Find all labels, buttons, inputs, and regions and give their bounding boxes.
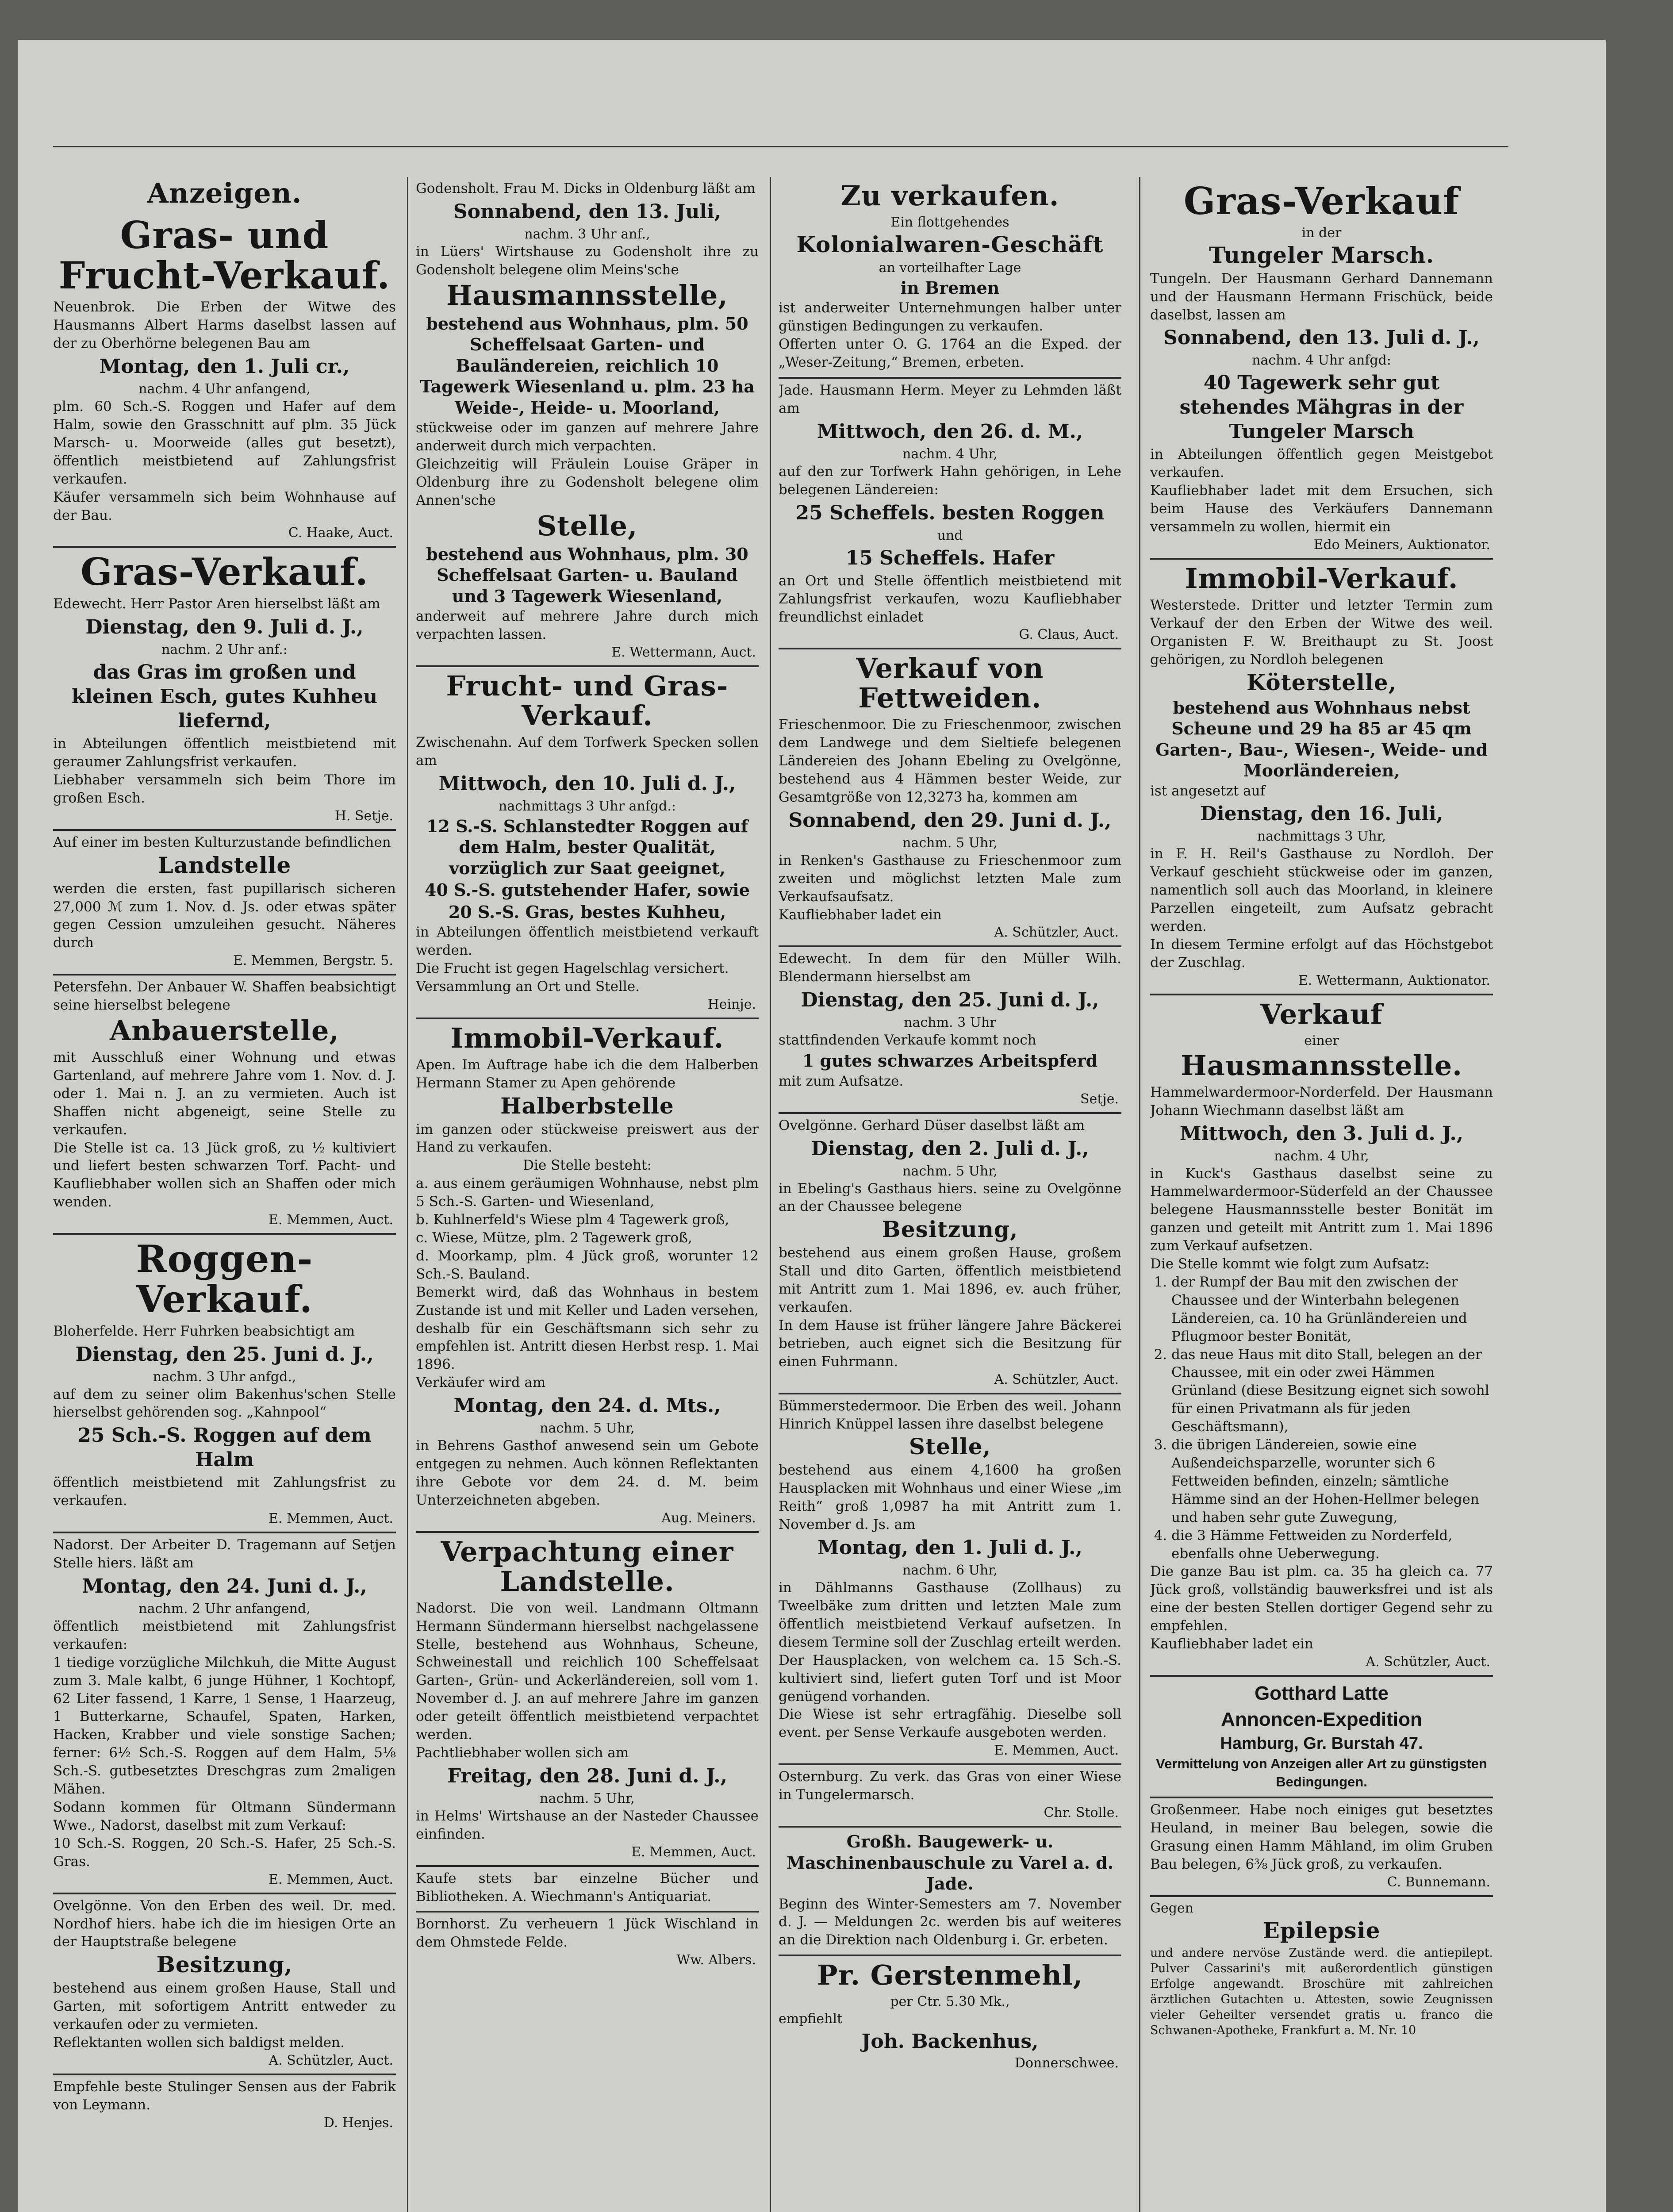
ad-text: bestehend aus einem 4,1600 ha großen Hausplacken mit Wohnhaus und einer Wiese „im Reith“ groß 1,0987 ha mit Antritt zum 1. November d. Js. am xyxy=(779,1462,1121,1533)
ad-text: in Abteilungen öffentlich gegen Meistgebot verkaufen. xyxy=(1150,446,1493,481)
ad-text: Bemerkt wird, daß das Wohnhaus in bestem Zustande ist und mit Keller und Laden versehen, deshalb für ein Geschäftsmann sich sehr zu empfehlen ist. Antritt diesen Herbst resp. 1. Mai 1896. xyxy=(416,1284,759,1373)
ad-date: Sonnabend, den 13. Juli, xyxy=(453,200,721,223)
ad-text: ist anderweiter Unternehmungen halber unter günstigen Bedingungen zu verkaufen. xyxy=(779,300,1121,334)
ad-time: nachm. 6 Uhr, xyxy=(902,1563,998,1578)
ad-time: nachm. 3 Uhr anf., xyxy=(524,226,650,242)
ad-title: Köterstelle, xyxy=(1246,669,1397,695)
ad-immobil-verkauf-apen xyxy=(416,1019,759,1533)
ad-time: nachm. 5 Uhr, xyxy=(902,1163,998,1179)
ad-hausmannsstelle-godensholt xyxy=(416,177,759,667)
ad-date: Dienstag, den 25. Juni d. J., xyxy=(801,989,1099,1012)
ad-text: Kaufe stets bar einzelne Bücher und Bibliotheken. A. Wiechmann's Antiquariat. xyxy=(416,1870,759,1905)
ad-signature: C. Bunnemann. xyxy=(1387,1874,1490,1890)
ad-signature: E. Memmen, Auct. xyxy=(631,1844,756,1860)
ad-highlight: 1 gutes schwarzes Arbeitspferd xyxy=(802,1051,1098,1071)
list-item: 2. das neue Haus mit dito Stall, belegen an der Chaussee, mit ein oder zwei Hämmen Grünland (diese Besitzung eignet sich sowohl für einen Privatmann als für jeden Geschäftsmann), xyxy=(1171,1346,1493,1436)
ad-text: bestehend aus einem großen Hause, Stall und Garten, mit sofortigem Antritt entweder zu verkaufen oder zu vermieten. xyxy=(53,1980,396,2033)
ad-signature: Setje. xyxy=(1080,1091,1119,1107)
ad-text: auf den zur Torfwerk Hahn gehörigen, in Lehe belegenen Ländereien: xyxy=(779,463,1121,498)
ad-date: Mittwoch, den 3. Juli d. J., xyxy=(1179,1122,1464,1145)
ad-text: mit zum Aufsatze. xyxy=(779,1073,904,1089)
column-2 xyxy=(416,177,759,2212)
column-rule xyxy=(407,177,408,2212)
ad-text: Die Stelle kommt wie folgt zum Aufsatz: xyxy=(1150,1256,1430,1272)
ad-text: Auf einer im besten Kulturzustande befindlichen xyxy=(53,834,391,850)
ad-grossenmeer xyxy=(1150,1798,1493,1897)
ad-text: Nadorst. Der Arbeiter D. Tragemann auf Setjen Stelle hiers. läßt am xyxy=(53,1537,396,1571)
ad-text: Die Stelle besteht: xyxy=(523,1157,652,1174)
ad-time: nachmittags 3 Uhr anfgd.: xyxy=(499,798,676,814)
ad-gerstenmehl xyxy=(779,1956,1121,2076)
ad-time: nachm. 5 Uhr, xyxy=(540,1790,635,1806)
ad-title: Verkauf xyxy=(1260,998,1383,1030)
ad-signature: A. Schützler, Auct. xyxy=(994,925,1119,941)
ad-title: Kolonialwaren-Geschäft xyxy=(796,231,1104,257)
ad-signature: Ww. Albers. xyxy=(676,1952,756,1968)
ad-text: Gleichzeitig will Fräulein Louise Gräper in Oldenburg ihre zu Godensholt belegene olim Annen'sche xyxy=(416,456,759,508)
column-3 xyxy=(779,177,1121,2212)
column-1 xyxy=(53,177,396,2212)
ad-title: Immobil-Verkauf. xyxy=(450,1022,724,1054)
ad-title: Großh. Baugewerk- u. Maschinenbauschule zu Varel a. d. Jade. xyxy=(787,1832,1113,1894)
ad-text: in Abteilungen öffentlich meistbietend mit geraumer Zahlungsfrist verkaufen. xyxy=(53,736,396,770)
list-item: b. Kuhlnerfeld's Wiese plm 4 Tagewerk groß, xyxy=(416,1212,729,1228)
ad-title: Halberbstelle xyxy=(500,1092,674,1119)
ad-title: Verkauf von Fettweiden. xyxy=(856,652,1044,714)
ad-text: und andere nervöse Zustände werd. die antiepilept. Pulver Cassarini's mit außerordentlich günstigen Erfolge angewandt. Broschüre mit zahlreichen ärztlichen Gutachten u. Attesten, sowie Zeugnissen vieler Geheilter versendet gratis u. franco die Schwanen-Apotheke, Frankfurt a. M. Nr. 10 xyxy=(1150,1946,1493,2038)
ad-text: in Behrens Gasthof anwesend sein um Gebote entgegen zu nehmen. Auch können Reflektanten ihre Gebote vor dem 24. d. M. beim Unterzeichneten abgeben. xyxy=(416,1438,759,1508)
ad-text: Ovelgönne. Gerhard Düser daselbst läßt am xyxy=(779,1117,1085,1133)
ad-text: Bornhorst. Zu verheuern 1 Jück Wischland in dem Ohmstede Felde. xyxy=(416,1916,759,1951)
column-rule xyxy=(1139,177,1140,2212)
ad-text: öffentlich meistbietend mit Zahlungsfrist zu verkaufen. xyxy=(53,1475,396,1509)
ad-signature: A. Schützler, Auct. xyxy=(1366,1654,1490,1670)
ad-time: nachm. 4 Uhr anfangend, xyxy=(138,381,311,397)
ad-title: Besitzung, xyxy=(156,1951,293,1978)
ad-text: anderweit auf mehrere Jahre durch mich verpachten lassen. xyxy=(416,608,759,643)
ad-title: Hausmannsstelle, xyxy=(446,279,728,311)
ad-time: nachm. 5 Uhr, xyxy=(540,1421,635,1436)
ad-besitzung xyxy=(53,1894,396,2075)
ad-time: nachm. 4 Uhr, xyxy=(902,446,998,462)
column-4 xyxy=(1150,177,1493,2212)
ad-list xyxy=(1150,1273,1493,1563)
ad-title: Stelle, xyxy=(537,509,638,542)
columns xyxy=(53,177,1508,2212)
ad-firm: Joh. Backenhus, xyxy=(861,2030,1039,2053)
ad-text: auf dem zu seiner olim Bakenhus'schen Stelle hierselbst gehörenden sog. „Kahnpool“ xyxy=(53,1386,396,1421)
ad-date: Montag, den 24. Juni d. J., xyxy=(82,1575,367,1598)
ad-immobil-verkauf-westerstede xyxy=(1150,560,1493,995)
ad-highlight: 25 Scheffels. besten Roggen xyxy=(795,501,1105,524)
ad-text: Versammlung an Ort und Stelle. xyxy=(416,978,640,995)
list-item: 1. der Rumpf der Bau mit den zwischen der Chaussee und der Winterbahn belegenen Ländereien, ca. 10 ha Grünländereien und Pflugmoor bester Bonität, xyxy=(1171,1273,1493,1346)
ad-text: In dem Hause ist früher längere Jahre Bäckerei betrieben, auch eignet sich die Besitzung für einen Fuhrmann. xyxy=(779,1317,1121,1370)
column-rule xyxy=(770,177,771,2212)
ad-text: Empfehle beste Stulinger Sensen aus der Fabrik von Leymann. xyxy=(53,2078,396,2113)
ad-text: 1 tiedige vorzügliche Milchkuh, die Mitte August zum 3. Male kalbt, 6 junge Hühner, 1 Kochtopf, 62 Liter fassend, 1 Karre, 1 Sense, 1 Haarzeug, 1 Butterkarne, Schaufel, Spaten, Harken, Hacken, Krabber und viele sonstige Sachen; ferner: 6½ Sch.-S. Roggen auf dem Halm, 5⅛ Sch.-S. gutbesetztes Dreschgras zum 2maligen Mähen. xyxy=(53,1654,396,1797)
ad-baugewerkschule xyxy=(779,1828,1121,1956)
ad-text: In diesem Termine erfolgt auf das Höchstgebot der Zuschlag. xyxy=(1150,936,1493,971)
ad-date: Montag, den 24. d. Mts., xyxy=(453,1394,721,1417)
ad-time: nachm. 3 Uhr xyxy=(904,1015,996,1031)
ad-signature: G. Claus, Auct. xyxy=(1019,627,1119,643)
ad-title: Stelle, xyxy=(909,1433,991,1460)
ad-time: nachm. 2 Uhr anf.: xyxy=(161,642,288,658)
ad-text: ist angesetzt auf xyxy=(1150,783,1266,799)
ad-frucht-gras-verkauf xyxy=(416,667,759,1019)
ad-title: Roggen-Verkauf. xyxy=(136,1237,313,1321)
ad-verkauf-fettweiden xyxy=(779,649,1121,947)
ad-text: in Abteilungen öffentlich meistbietend verkauft werden. xyxy=(416,924,759,959)
ad-highlight: bestehend aus Wohnhaus nebst Scheune und 29 ha 85 ar 45 qm Garten-, Bau-, Wiesen-, Weide- und Moorländereien, xyxy=(1155,697,1488,781)
ad-highlight: das Gras im großen und kleinen Esch, gutes Kuhheu liefernd, xyxy=(71,661,378,733)
ad-text: Vermittelung von Anzeigen aller Art zu günstigsten Bedingungen. xyxy=(1156,1756,1487,1790)
ad-text: Liebhaber versammeln sich beim Thore im großen Esch. xyxy=(53,772,396,806)
ad-title: Gras-Verkauf xyxy=(1183,179,1460,223)
ad-nadorst-auction xyxy=(53,1533,396,1894)
ad-signature: Heinje. xyxy=(707,996,756,1012)
ad-text: im ganzen oder stückweise preiswert aus der Hand zu verkaufen. xyxy=(416,1121,759,1156)
ad-text: werden die ersten, fast pupillarisch sicheren 27,000 ℳ zum 1. Nov. d. Js. oder etwas später gegen Cession umzuleihen gesucht. Näheres durch xyxy=(53,880,396,951)
ad-date: Mittwoch, den 10. Juli d. J., xyxy=(438,772,736,795)
ad-text: öffentlich meistbietend mit Zahlungsfrist verkaufen: xyxy=(53,1618,396,1652)
ad-highlight: 15 Scheffels. Hafer xyxy=(845,546,1055,569)
ad-place: Donnerschwee. xyxy=(1014,2055,1119,2071)
ad-subline: empfiehlt xyxy=(779,2011,843,2027)
ad-highlight: 12 S.-S. Schlanstedter Roggen auf dem Halm, bester Qualität, vorzüglich zur Saat geeignet, xyxy=(426,816,748,878)
ad-time: nachm. 4 Uhr anfgd: xyxy=(1252,353,1391,369)
ad-signature: E. Wettermann, Auct. xyxy=(611,644,756,660)
ad-signature: H. Setje. xyxy=(334,808,393,824)
ad-signature: Aug. Meiners. xyxy=(661,1510,756,1526)
ad-signature: A. Schützler, Auct. xyxy=(994,1371,1119,1387)
ad-text: Kaufliebhaber ladet mit dem Ersuchen, sich beim Hause des Verkäufers Dannemann versammeln zu wollen, hiermit ein xyxy=(1150,483,1493,535)
ad-title: Annoncen-Expedition xyxy=(1221,1708,1422,1730)
ad-signature: E. Memmen, Auct. xyxy=(269,1212,393,1228)
ad-besitzung-ovelgoenne xyxy=(779,1114,1121,1394)
ad-frucht-verkauf xyxy=(53,211,396,548)
ad-signature: D. Henjes. xyxy=(323,2115,393,2131)
ad-highlight: 40 S.-S. gutstehender Hafer, sowie xyxy=(425,880,750,900)
ad-text: Bümmerstedermoor. Die Erben des weil. Johann Hinrich Knüppel lassen ihre daselbst belegene xyxy=(779,1398,1121,1432)
ad-text: bestehend aus einem großen Hause, großem Stall und dito Garten, öffentlich meistbietend mit Antritt zum 1. Mai 1896, ev. auch früher, verkaufen. xyxy=(779,1245,1121,1316)
ad-subline: Ein flottgehendes xyxy=(890,214,1009,230)
ad-gras-verkauf xyxy=(53,548,396,830)
ad-date: Mittwoch, den 26. d. M., xyxy=(817,420,1083,443)
ad-text: in Kuck's Gasthaus daselbst seine zu Hammelwardermoor-Süderfeld an der Chaussee belegene Hausmannsstelle bester Bonität im ganzen und geteilt mit Antritt zum 1. Mai 1896 zum Verkauf aufsetzen. xyxy=(1150,1165,1493,1254)
ad-title: Zu verkaufen. xyxy=(840,180,1059,212)
ad-text: Edewecht. Herr Pastor Aren hierselbst läßt am xyxy=(53,596,380,612)
ad-text: stattfindenden Verkaufe kommt noch xyxy=(779,1032,1036,1048)
ad-highlight: 25 Sch.-S. Roggen auf dem Halm xyxy=(77,1424,372,1471)
ad-subline: in der xyxy=(1301,225,1342,241)
ad-highlight: bestehend aus Wohnhaus, plm. 50 Scheffelsaat Garten- und Bauländereien, reichlich 10 Tagewerk Wiesenland u. plm. 23 ha Weide-, Heide- u. Moorland, xyxy=(420,313,755,418)
ad-signature: Chr. Stolle. xyxy=(1044,1805,1119,1821)
ad-date: Dienstag, den 16. Juli, xyxy=(1200,803,1443,826)
ad-text: Jade. Hausmann Herm. Meyer zu Lehmden läßt am xyxy=(779,382,1121,416)
ad-time: nachm. 3 Uhr anfgd., xyxy=(153,1369,296,1385)
list-item: 4. die 3 Hämme Fettweiden zu Norderfeld, ebenfalls ohne Ueberwegung. xyxy=(1171,1527,1493,1563)
ad-text: Edewecht. In dem für den Müller Wilh. Blendermann hierselbst am xyxy=(779,951,1121,985)
ad-highlight: in Bremen xyxy=(900,277,1000,298)
ad-text: in Helms' Wirtshause an der Nasteder Chaussee einfinden. xyxy=(416,1808,759,1842)
ad-text: Die Frucht ist gegen Hagelschlag versichert. xyxy=(416,960,729,976)
ad-zu-verkaufen xyxy=(779,177,1121,379)
ad-signature: C. Haake, Auct. xyxy=(288,525,393,541)
ad-text: Westerstede. Dritter und letzter Termin zum Verkauf der den Erben der Witwe des weil. Organisten F. W. Breithaupt zu St. Joost gehörigen, zu Nordloh belegenen xyxy=(1150,597,1493,668)
ad-epilepsie xyxy=(1150,1897,1493,2044)
ad-title: Anbauerstelle, xyxy=(109,1014,340,1047)
ad-text: in F. H. Reil's Gasthause zu Nordloh. Der Verkauf geschieht stückweise oder im ganzen, namentlich soll auch das Moorland, in kleinere Parzellen eingeteilt, zum Aufsatz gebracht werden. xyxy=(1150,846,1493,935)
ad-stelle-buemmerstede xyxy=(779,1394,1121,1766)
ad-text: Petersfehn. Der Anbauer W. Shaffen beabsichtigt seine hierselbst belegene xyxy=(53,979,396,1014)
ad-title: Immobil-Verkauf. xyxy=(1185,562,1458,595)
ad-title: Hausmannsstelle. xyxy=(1181,1049,1462,1082)
ad-text: Die ganze Bau ist plm. ca. 35 ha gleich ca. 77 Jück groß, vollständig bauwerksfrei und ist als eine der besten Stellen dortiger Gegend sehr zu empfehlen. xyxy=(1150,1563,1493,1634)
ad-subline: und xyxy=(937,527,963,543)
ad-date: Dienstag, den 25. Juni d. J., xyxy=(75,1343,374,1366)
ad-highlight: 20 S.-S. Gras, bestes Kuhheu, xyxy=(448,902,726,922)
ad-text: Bloherfelde. Herr Fuhrken beabsichtigt am xyxy=(53,1323,355,1339)
ad-time: nachm. 2 Uhr anfangend, xyxy=(138,1601,311,1617)
ad-date: Dienstag, den 9. Juli d. J., xyxy=(85,616,364,639)
ad-text: Ovelgönne. Von den Erben des weil. Dr. med. Nordhof hiers. habe ich die im hiesigen Orte an der Hauptstraße belegene xyxy=(53,1897,396,1950)
ad-title: Tungeler Marsch. xyxy=(1209,242,1435,268)
ad-antiquariat xyxy=(416,1867,759,1913)
ad-text: Nadorst. Die von weil. Landmann Oltmann Hermann Sündermann hierselbst nachgelassene Stelle, bestehend aus Wohnhaus, Scheune, Schweinestall und reichlich 100 Scheffelsaat Garten-, Grün- und Ackerländereien, soll vom 1. November d. J. an auf mehrere Jahre im ganzen oder geteilt öffentlich meistbietend verpachtet werden. xyxy=(416,1600,759,1743)
list-item: 3. die übrigen Ländereien, sowie eine Außendeichsparzelle, worunter sich 6 Fettweiden befinden, einzeln; sämtliche Hämme sind an der Hohen-Hellmer belegen und haben sehr gute Zuwegung, xyxy=(1171,1436,1493,1527)
ad-text: Osternburg. Zu verk. das Gras von einer Wiese in Tungelermarsch. xyxy=(779,1769,1121,1803)
ad-subline: einer xyxy=(1304,1033,1339,1048)
ad-title: Landstelle xyxy=(157,852,292,878)
ad-date: Montag, den 1. Juli d. J., xyxy=(817,1536,1082,1559)
ad-text: in Dählmanns Gasthause (Zollhaus) zu Tweelbäke zum dritten und letzten Male zum öffentlich meistbietend Verkauf aufsetzen. In diesem Termine soll der Zuschlag erteilt werden. Der Hausplacken, von welchem ca. 15 Sch.-S. kultiviert sind, liefert guten Torf und ist Moor genügend vorhanden. xyxy=(779,1580,1121,1705)
ad-text: Frieschenmoor. Die zu Frieschenmoor, zwischen dem Landwege und dem Sieltiefe belegenen Ländereien des Johann Ebeling zu Ovelgönne, bestehend aus 4 Hämmen bester Weide, zur Gesamtgröße von 12,3273 ha, kommen am xyxy=(779,717,1121,805)
ad-text: Beginn des Winter-Semesters am 7. November d. J. — Meldungen 2c. werden bis auf weiteres an die Direktion nach Oldenburg i. Gr. erbeten. xyxy=(779,1896,1121,1948)
ad-time: nachm. 5 Uhr, xyxy=(902,835,998,851)
ad-text: Die Wiese ist sehr ertragfähig. Dieselbe soll event. per Sense Verkaufe ausgeboten werden. xyxy=(779,1706,1121,1741)
ad-roggen-verkauf xyxy=(53,1235,396,1533)
ad-title: Pr. Gerstenmehl, xyxy=(817,1959,1083,1992)
ad-gras-verkauf-tungeln xyxy=(1150,177,1493,560)
ad-landstelle xyxy=(53,831,396,976)
ad-bornhorst xyxy=(416,1912,759,1973)
ad-text: Zwischenahn. Auf dem Torfwerk Specken sollen am xyxy=(416,734,759,768)
top-rule xyxy=(53,146,1508,147)
ad-sensen xyxy=(53,2075,396,2136)
ad-signature: A. Schützler, Auct. xyxy=(269,2052,393,2068)
ad-text: Pachtliebhaber wollen sich am xyxy=(416,1744,629,1761)
ad-highlight: 40 Tagewerk sehr gut stehendes Mähgras in der Tungeler Marsch xyxy=(1179,372,1464,443)
ad-jade-roggen xyxy=(779,379,1121,649)
ad-annoncen-expedition xyxy=(1150,1677,1493,1798)
list-item: c. Wiese, Mütze, plm. 2 Tagewerk groß, xyxy=(416,1230,692,1246)
list-item: d. Moorkamp, plm. 4 Jück groß, worunter 12 Sch.-S. Bauland. xyxy=(416,1248,759,1282)
ad-price: per Ctr. 5.30 Mk., xyxy=(890,1994,1010,2010)
ad-text: Sodann kommen für Oltmann Sündermann Wwe., Nadorst, daselbst mit zum Verkauf: xyxy=(53,1799,396,1833)
ad-osternburg-gras xyxy=(779,1765,1121,1828)
ad-signature: E. Memmen, Auct. xyxy=(269,1511,393,1527)
ad-text: Tungeln. Der Hausmann Gerhard Dannemann und der Hausmann Hermann Frischück, beide daselbst, lassen am xyxy=(1150,270,1493,323)
ad-title: Epilepsie xyxy=(1262,1917,1381,1943)
ad-date: Sonnabend, den 29. Juni d. J., xyxy=(788,809,1112,832)
ad-text: plm. 60 Sch.-S. Roggen und Hafer auf dem Halm, sowie den Grasschnitt auf plm. 35 Jück Marsch- u. Moorweide (alles gut besetzt), öffentlich meistbietend auf Zahlungsfrist verkaufen. xyxy=(53,399,396,487)
ad-text: in Renken's Gasthause zu Frieschenmoor zum zweiten und möglichst letzten Male zum Verkaufsaufsatz. xyxy=(779,852,1121,905)
ad-signature: E. Memmen, Auct. xyxy=(269,1871,393,1887)
section-heading: Anzeigen. xyxy=(147,177,302,209)
ad-text: Offerten unter O. G. 1764 an die Exped. der „Weser-Zeitung,“ Bremen, erbeten. xyxy=(779,336,1121,371)
ad-subline: Gegen xyxy=(1150,1900,1193,1916)
ad-verpachtung-landstelle xyxy=(416,1533,759,1867)
ad-text: Apen. Im Auftrage habe ich die dem Halberben Hermann Stamer zu Apen gehörende xyxy=(416,1056,759,1091)
ad-text: Hammelwardermoor-Norderfeld. Der Hausmann Johann Wiechmann daselbst läßt am xyxy=(1150,1084,1493,1118)
ad-text: mit Ausschluß einer Wohnung und etwas Gartenland, auf mehrere Jahre vom 1. Nov. d. J. oder 1. Mai n. J. an zu vermieten. Auch ist Shaffen nicht abgeneigt, seine Stelle zu verkaufen. xyxy=(53,1049,396,1138)
ad-text: Großenmeer. Habe noch einiges gut besetztes Heuland, in meiner Bau belegen, sowie die Grasung einen Hamm Mähland, im olim Gruben Bau belegen, 6⅜ Jück groß, zu verkaufen. xyxy=(1150,1802,1493,1873)
ad-text: Verkäufer wird am xyxy=(416,1375,546,1391)
ad-date: Sonnabend, den 13. Juli d. J., xyxy=(1163,326,1480,349)
ad-text: 10 Sch.-S. Roggen, 20 Sch.-S. Hafer, 25 Sch.-S. Gras. xyxy=(53,1835,396,1870)
ad-text: Reflektanten wollen sich baldigst melden. xyxy=(53,2035,345,2051)
ad-text: Kaufliebhaber ladet ein xyxy=(779,906,942,923)
ad-signature: E. Memmen, Auct. xyxy=(994,1743,1119,1759)
ad-date: Dienstag, den 2. Juli d. J., xyxy=(811,1137,1089,1160)
ad-signature: E. Wettermann, Auktionator. xyxy=(1298,972,1490,988)
ad-title: Gras-Verkauf. xyxy=(81,550,368,594)
ad-text: Die Stelle ist ca. 13 Jück groß, zu ½ kultiviert und liefert besten schwarzen Torf. Pacht- und Kaufliebhaber wollen sich an Shaffen oder mich wenden. xyxy=(53,1140,396,1210)
newspaper-page xyxy=(18,40,1606,2212)
ad-signature: Edo Meiners, Auktionator. xyxy=(1313,537,1490,553)
ad-text: in Lüers' Wirtshause zu Godensholt ihre zu Godensholt belegene olim Meins'sche xyxy=(416,243,759,278)
ad-date: Freitag, den 28. Juni d. J., xyxy=(447,1764,727,1787)
ad-text: Godensholt. Frau M. Dicks in Oldenburg läßt am xyxy=(416,180,756,196)
ad-arbeitspferd xyxy=(779,947,1121,1114)
ad-title: Besitzung, xyxy=(882,1216,1018,1243)
list-item: a. aus einem geräumigen Wohnhause, nebst plm 5 Sch.-S. Garten- und Wiesenland, xyxy=(416,1175,759,1210)
ad-title: Verpachtung einer Landstelle. xyxy=(441,1535,734,1598)
ad-date: Montag, den 1. Juli cr., xyxy=(99,355,350,378)
ad-verkauf-hausmannsstelle xyxy=(1150,995,1493,1677)
ad-time: nachmittags 3 Uhr, xyxy=(1257,829,1386,845)
ad-text: Neuenbrok. Die Erben der Witwe des Hausmanns Albert Harms daselbst lassen auf der zu Oberhörne belegenen Bau am xyxy=(53,299,396,352)
ad-highlight: bestehend aus Wohnhaus, plm. 30 Scheffelsaat Garten- u. Bauland und 3 Tagewerk Wiesenland, xyxy=(426,544,748,606)
ad-text: stückweise oder im ganzen auf mehrere Jahre anderweit durch mich verpachten. xyxy=(416,420,759,454)
ad-text: Käufer versammeln sich beim Wohnhause auf der Bau. xyxy=(53,489,396,523)
ad-text: in Ebeling's Gasthaus hiers. seine zu Ovelgönne an der Chaussee belegene xyxy=(779,1180,1121,1215)
ad-anbauerstelle xyxy=(53,975,396,1235)
ad-subline: an vorteilhafter Lage xyxy=(879,260,1021,276)
ad-firm: Gotthard Latte xyxy=(1254,1682,1389,1704)
ad-title: Frucht- und Gras-Verkauf. xyxy=(446,669,729,732)
ad-text: an Ort und Stelle öffentlich meistbietend mit Zahlungsfrist verkaufen, wozu Kaufliebhaber freundlichst einladet xyxy=(779,572,1121,625)
ad-signature: E. Memmen, Bergstr. 5. xyxy=(233,953,393,969)
ad-address: Hamburg, Gr. Burstah 47. xyxy=(1220,1734,1423,1753)
ad-text: Kaufliebhaber ladet ein xyxy=(1150,1636,1313,1652)
ad-time: nachm. 4 Uhr, xyxy=(1274,1148,1369,1164)
ad-title: Gras- und Frucht-Verkauf. xyxy=(58,213,391,297)
